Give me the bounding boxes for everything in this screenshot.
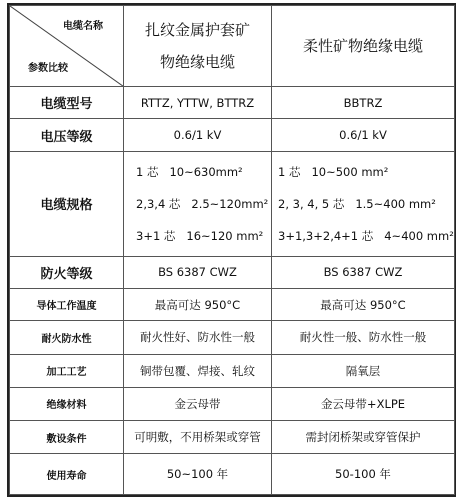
row-label: 电缆型号 <box>10 87 124 119</box>
table-row <box>10 87 455 119</box>
row-value-col2: 需封闭桥架或穿管保护 <box>272 421 455 454</box>
corner-label-cable-name: 电缆名称 <box>63 21 103 32</box>
table-row <box>10 288 455 320</box>
spec-cell-col2 <box>272 151 455 256</box>
header-col1 <box>124 6 272 87</box>
row-label: 导体工作温度 <box>10 288 124 320</box>
header-col1-line2: 物绝缘电缆 <box>159 53 235 72</box>
row-value-col1: RTTZ, YTTW, BTTRZ <box>124 87 272 119</box>
row-label: 加工工艺 <box>10 354 124 387</box>
spec-line: 2, 3, 4, 5 芯 1.5~400 mm² <box>278 196 436 211</box>
row-value-col2: 隔氧层 <box>272 354 455 387</box>
row-label: 使用寿命 <box>10 454 124 495</box>
table-row <box>10 454 455 495</box>
spec-line: 2,3,4 芯 2.5~120mm² <box>136 196 269 211</box>
table-row <box>10 387 455 420</box>
row-value-col1: 0.6/1 kV <box>124 119 272 151</box>
table-row <box>10 354 455 387</box>
table-row <box>10 256 455 288</box>
spec-line: 1 芯 10~500 mm² <box>278 164 389 179</box>
row-value-col2: 最高可达 950°C <box>272 288 455 320</box>
row-label: 敷设条件 <box>10 421 124 454</box>
row-value-col1: BS 6387 CWZ <box>124 256 272 288</box>
row-value-col1: 可明敷，不用桥架或穿管 <box>124 421 272 454</box>
row-label: 电压等级 <box>10 119 124 151</box>
header-col1-line1: 扎纹金属护套矿 <box>144 21 250 40</box>
header-corner-cell <box>10 6 124 87</box>
spec-line: 3+1,3+2,4+1 芯 4~400 mm² <box>278 228 454 243</box>
table-row <box>10 421 455 454</box>
cable-comparison-table <box>9 5 455 495</box>
spec-line: 1 芯 10~630mm² <box>136 164 243 179</box>
table-header-row <box>10 6 455 87</box>
row-label: 防火等级 <box>10 256 124 288</box>
corner-label-parameter: 参数比较 <box>28 63 68 75</box>
comparison-table-frame <box>7 3 456 497</box>
row-value-col2: 0.6/1 kV <box>272 119 455 151</box>
row-value-col2: 金云母带+XLPE <box>272 387 455 420</box>
row-value-col1: 金云母带 <box>124 387 272 420</box>
table-row <box>10 119 455 151</box>
table-row <box>10 321 455 354</box>
row-value-col2: BBTRZ <box>272 87 455 119</box>
row-value-col1: 最高可达 950°C <box>124 288 272 320</box>
table-row-spec <box>10 151 455 256</box>
spec-line: 3+1 芯 16~120 mm² <box>136 228 264 243</box>
row-value-col2: BS 6387 CWZ <box>272 256 455 288</box>
row-value-col2: 50-100 年 <box>272 454 455 495</box>
row-value-col1: 50~100 年 <box>124 454 272 495</box>
row-label: 绝缘材料 <box>10 387 124 420</box>
row-value-col2: 耐火性一般、防水性一般 <box>272 321 455 354</box>
row-label: 耐火防水性 <box>10 321 124 354</box>
header-col2: 柔性矿物绝缘电缆 <box>272 6 455 87</box>
row-label: 电缆规格 <box>10 151 124 256</box>
spec-cell-col1 <box>124 151 272 256</box>
row-value-col1: 铜带包覆、焊接、轧纹 <box>124 354 272 387</box>
row-value-col1: 耐火性好、防水性一般 <box>124 321 272 354</box>
